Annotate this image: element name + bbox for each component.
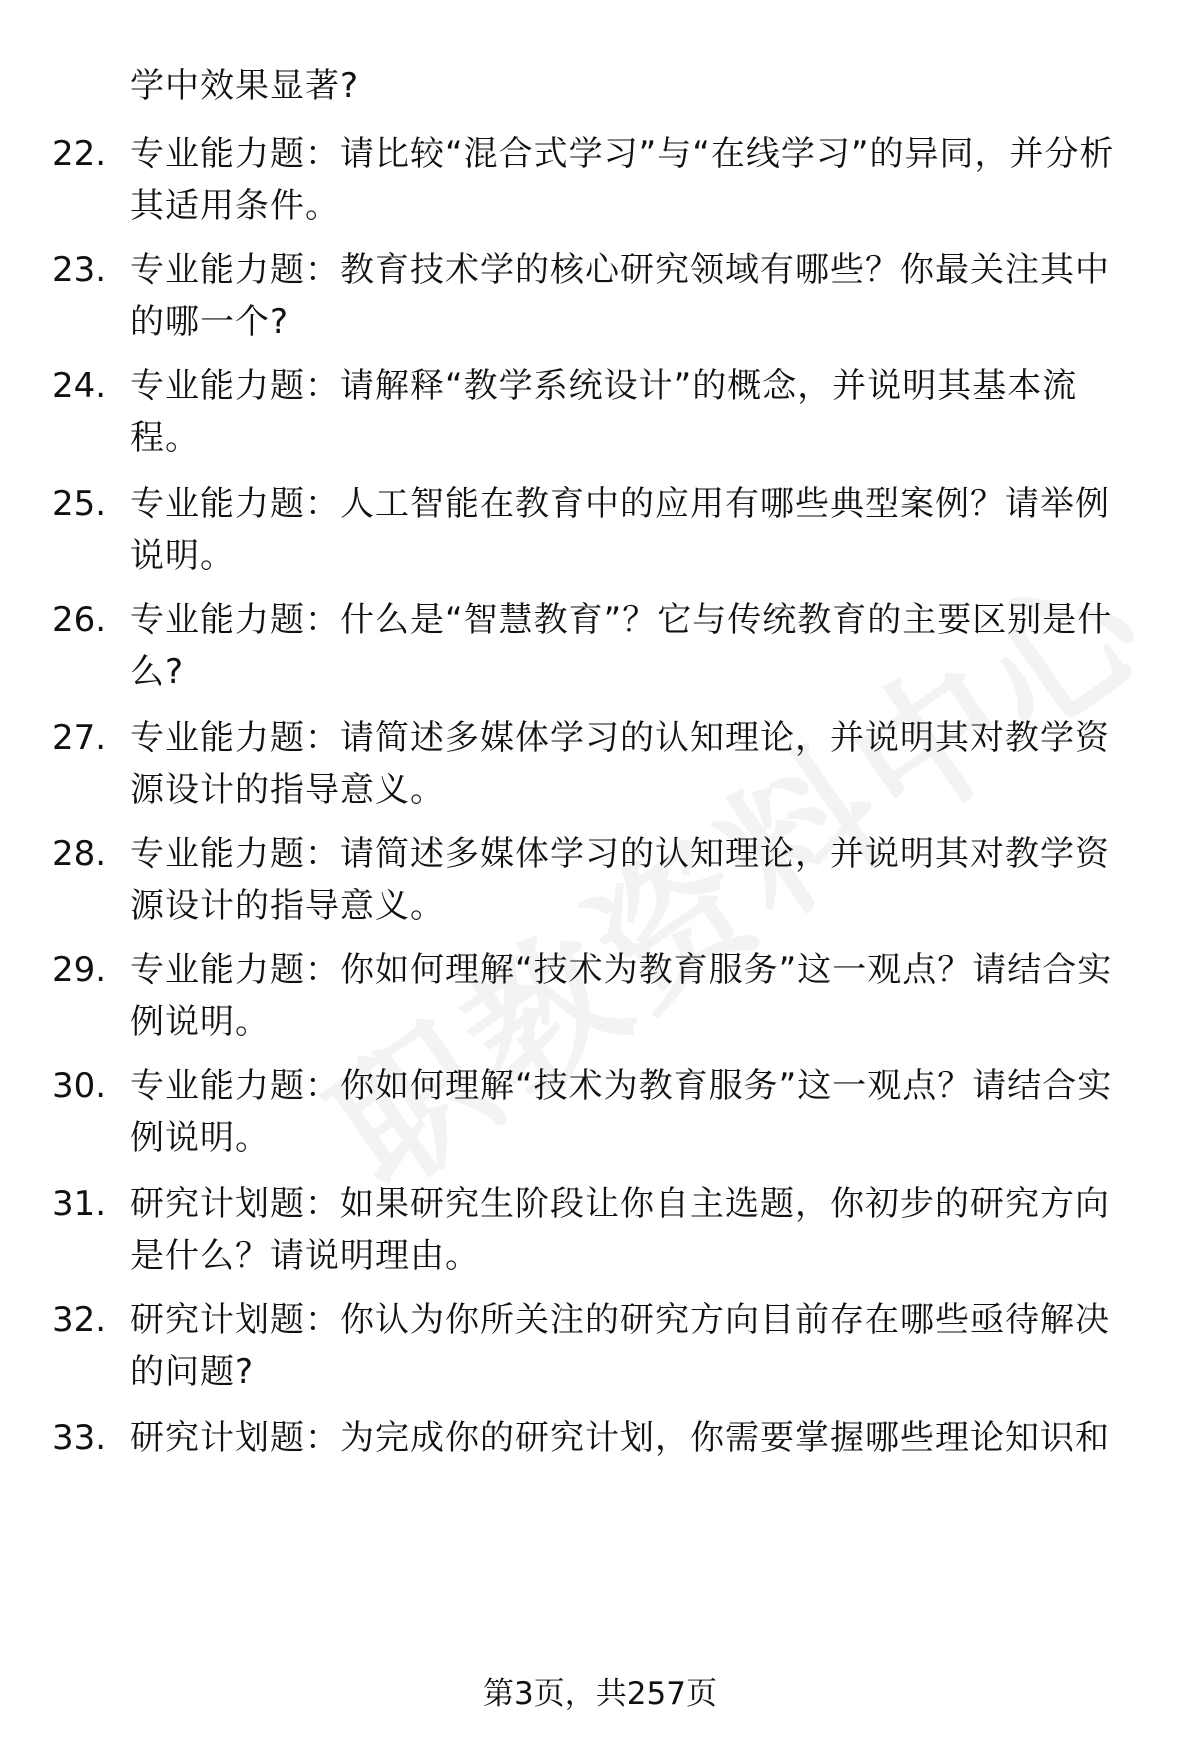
question-number: 22. — [52, 134, 107, 174]
question-text: 专业能力题：什么是“智慧教育”？它与传统教育的主要区别是什么? — [130, 600, 1113, 692]
question-number: 24. — [52, 366, 107, 406]
question-text: 专业能力题：人工智能在教育中的应用有哪些典型案例？请举例说明。 — [130, 484, 1110, 576]
question-number: 27. — [52, 718, 107, 758]
question-number: 23. — [52, 250, 107, 290]
question-text: 研究计划题：为完成你的研究计划，你需要掌握哪些理论知识和 — [130, 1418, 1110, 1458]
question-text: 研究计划题：如果研究生阶段让你自主选题，你初步的研究方向是什么？请说明理由。 — [130, 1184, 1110, 1276]
question-text: 专业能力题：请解释“教学系统设计”的概念，并说明其基本流程。 — [130, 366, 1078, 458]
question-number: 28. — [52, 834, 107, 874]
question-text: 专业能力题：请简述多媒体学习的认知理论，并说明其对教学资源设计的指导意义。 — [130, 834, 1110, 926]
question-text: 专业能力题：你如何理解“技术为教育服务”这一观点？请结合实例说明。 — [130, 1066, 1113, 1158]
page-number-footer: 第3页，共257页 — [483, 1676, 717, 1712]
question-text: 研究计划题：你认为你所关注的研究方向目前存在哪些亟待解决的问题? — [130, 1300, 1110, 1392]
question-number: 25. — [52, 484, 107, 524]
question-number: 33. — [52, 1418, 107, 1458]
question-number: 32. — [52, 1300, 107, 1340]
question-text: 专业能力题：请比较“混合式学习”与“在线学习”的异同，并分析其适用条件。 — [130, 134, 1115, 226]
question-number: 30. — [52, 1066, 107, 1106]
question-text: 专业能力题：教育技术学的核心研究领域有哪些？你最关注其中的哪一个? — [130, 250, 1110, 342]
question-number: 26. — [52, 600, 107, 640]
question-number: 29. — [52, 950, 107, 990]
question-text: 专业能力题：你如何理解“技术为教育服务”这一观点？请结合实例说明。 — [130, 950, 1113, 1042]
question-text: 专业能力题：请简述多媒体学习的认知理论，并说明其对教学资源设计的指导意义。 — [130, 718, 1110, 810]
continuation-text: 学中效果显著? — [130, 66, 360, 106]
question-number: 31. — [52, 1184, 107, 1224]
